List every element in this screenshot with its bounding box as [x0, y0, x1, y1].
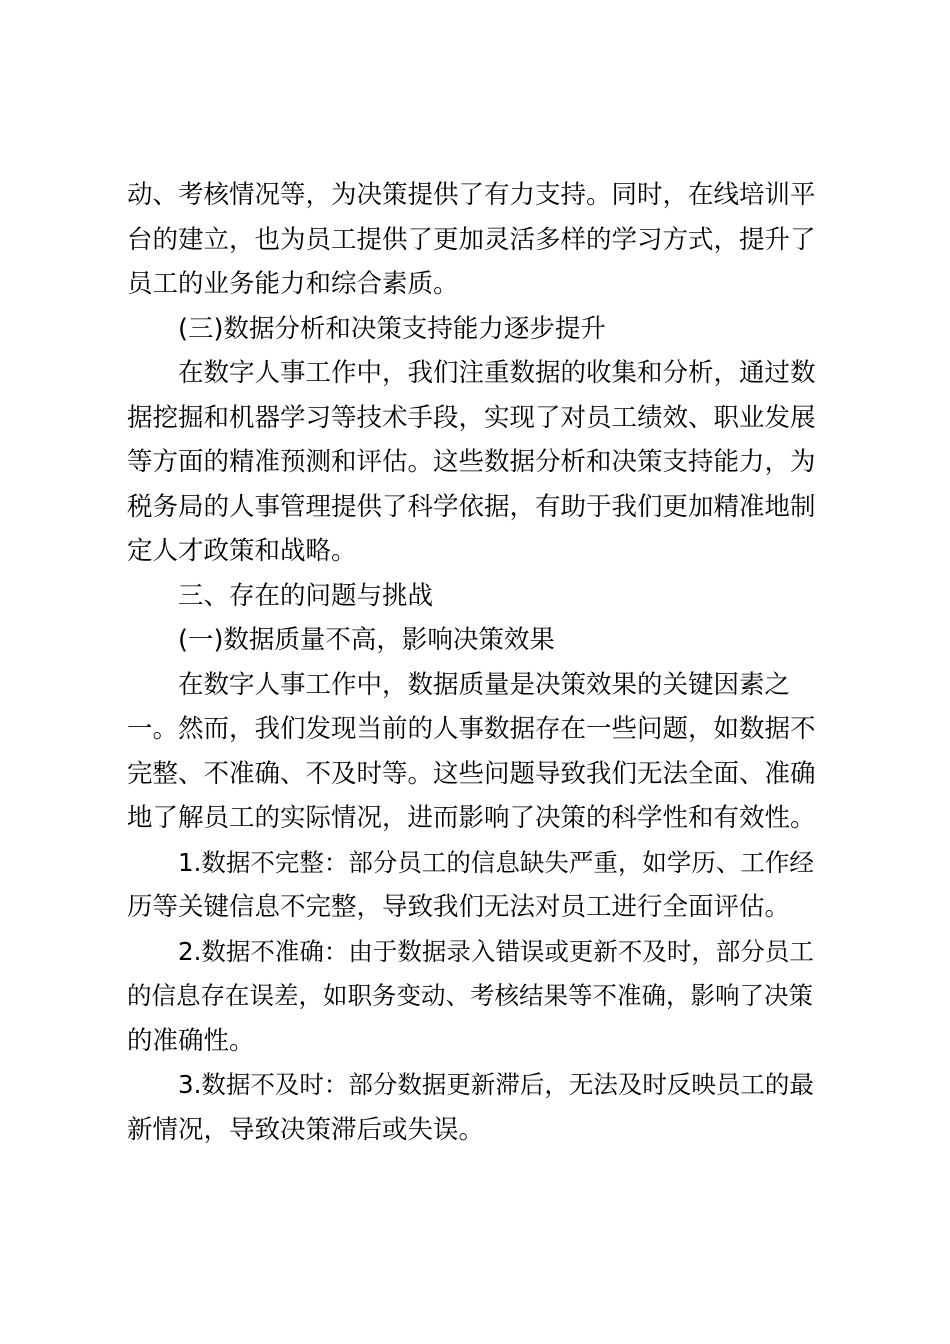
text-line: 历等关键信息不完整，导致我们无法对员工进行全面评估。 [127, 892, 791, 922]
text-line: 员工的业务能力和综合素质。 [127, 269, 459, 299]
text-line: 定人才政策和战略。 [127, 536, 357, 566]
text-line: 的准确性。 [127, 1026, 255, 1056]
text-line: 地了解员工的实际情况，进而影响了决策的科学性和有效性。 [127, 803, 816, 833]
text-line: 动、考核情况等，为决策提供了有力支持。同时，在线培训平 [127, 180, 816, 210]
text-line: 据挖掘和机器学习等技术手段，实现了对员工绩效、职业发展 [127, 403, 816, 433]
section-heading: (三)数据分析和决策支持能力逐步提升 [178, 314, 606, 344]
text-line: 一。然而，我们发现当前的人事数据存在一些问题，如数据不 [127, 714, 816, 744]
text-line: 台的建立，也为员工提供了更加灵活多样的学习方式，提升了 [127, 225, 816, 255]
text-line: 在数字人事工作中，数据质量是决策效果的关键因素之 [178, 670, 791, 700]
list-item: 1.数据不完整：部分员工的信息缺失严重，如学历、工作经 [178, 848, 814, 877]
section-heading: (一)数据质量不高，影响决策效果 [178, 625, 555, 655]
chapter-heading: 三、存在的问题与挑战 [178, 581, 434, 611]
text-line: 完整、不准确、不及时等。这些问题导致我们无法全面、准确 [127, 759, 816, 789]
text-line: 在数字人事工作中，我们注重数据的收集和分析，通过数 [178, 358, 816, 388]
text-line: 税务局的人事管理提供了科学依据，有助于我们更加精准地制 [127, 492, 816, 522]
text-line: 等方面的精准预测和评估。这些数据分析和决策支持能力，为 [127, 447, 816, 477]
text-line: 新情况，导致决策滞后或失误。 [127, 1115, 485, 1145]
list-item: 2.数据不准确：由于数据录入错误或更新不及时，部分员工 [178, 937, 814, 966]
text-line: 的信息存在误差，如职务变动、考核结果等不准确，影响了决策 [127, 981, 813, 1010]
list-item: 3.数据不及时：部分数据更新滞后，无法及时反映员工的最 [178, 1070, 814, 1099]
